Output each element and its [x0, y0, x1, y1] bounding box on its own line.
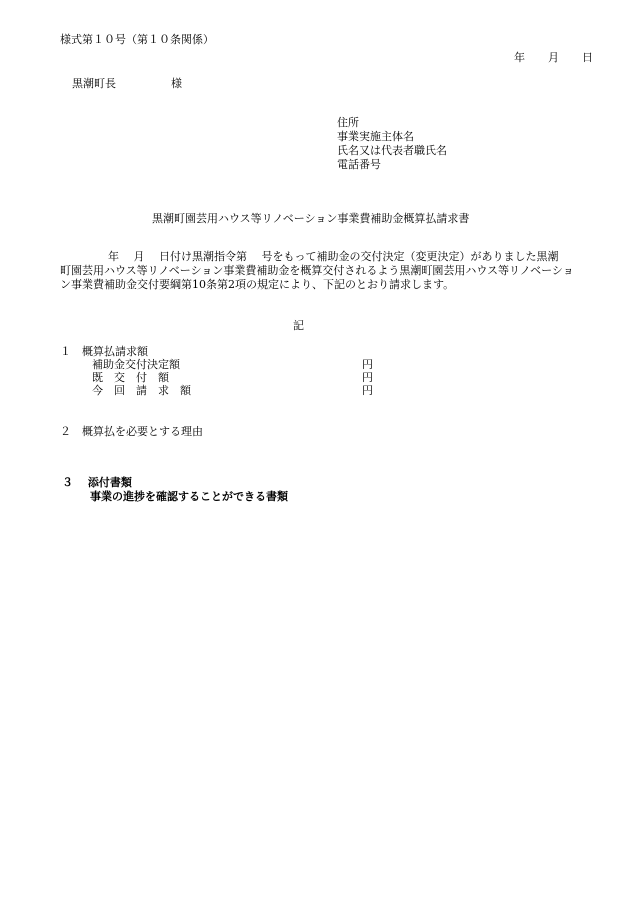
addressee: 黒潮町長 様	[72, 77, 182, 90]
amount-row	[92, 371, 392, 385]
amount-unit: 円	[362, 358, 373, 371]
body-line-1: 年 月 日付け黒潮指令第 号をもって補助金の交付決定（変更決定）がありました黒潮	[108, 250, 559, 263]
amount-row	[92, 358, 392, 372]
phone-label: 電話番号	[337, 158, 381, 171]
amount-label: 補助金交付決定額	[92, 358, 180, 371]
ki-marker: 記	[293, 319, 304, 332]
amount-label: 今 回 請 求 額	[92, 384, 191, 397]
attachment-item: 事業の進捗を確認することができる書類	[90, 490, 288, 503]
body-line-3: ン事業費補助金交付要綱第10条第2項の規定により、下記のとおり請求します。	[60, 278, 455, 291]
address-label: 住所	[337, 116, 359, 129]
body-line-2: 町園芸用ハウス等リノベーション事業費補助金を概算交付されるよう黒潮町園芸用ハウス等リノベーショ	[60, 264, 574, 277]
section-1-heading: １ 概算払請求額	[60, 345, 148, 358]
section-2-heading: ２ 概算払を必要とする理由	[60, 425, 203, 438]
date-line: 年 月 日	[514, 51, 599, 64]
entity-label: 事業実施主体名	[337, 130, 414, 143]
section-3-heading: ３ 添付書類	[62, 476, 132, 489]
amount-unit: 円	[362, 371, 373, 384]
representative-name-label: 氏名又は代表者職氏名	[337, 144, 447, 157]
amount-unit: 円	[362, 384, 373, 397]
form-number: 様式第１０号（第１０条関係）	[60, 33, 214, 46]
amount-label: 既 交 付 額	[92, 371, 169, 384]
document-title: 黒潮町園芸用ハウス等リノベーション事業費補助金概算払請求書	[152, 212, 470, 225]
amount-row	[92, 384, 392, 398]
